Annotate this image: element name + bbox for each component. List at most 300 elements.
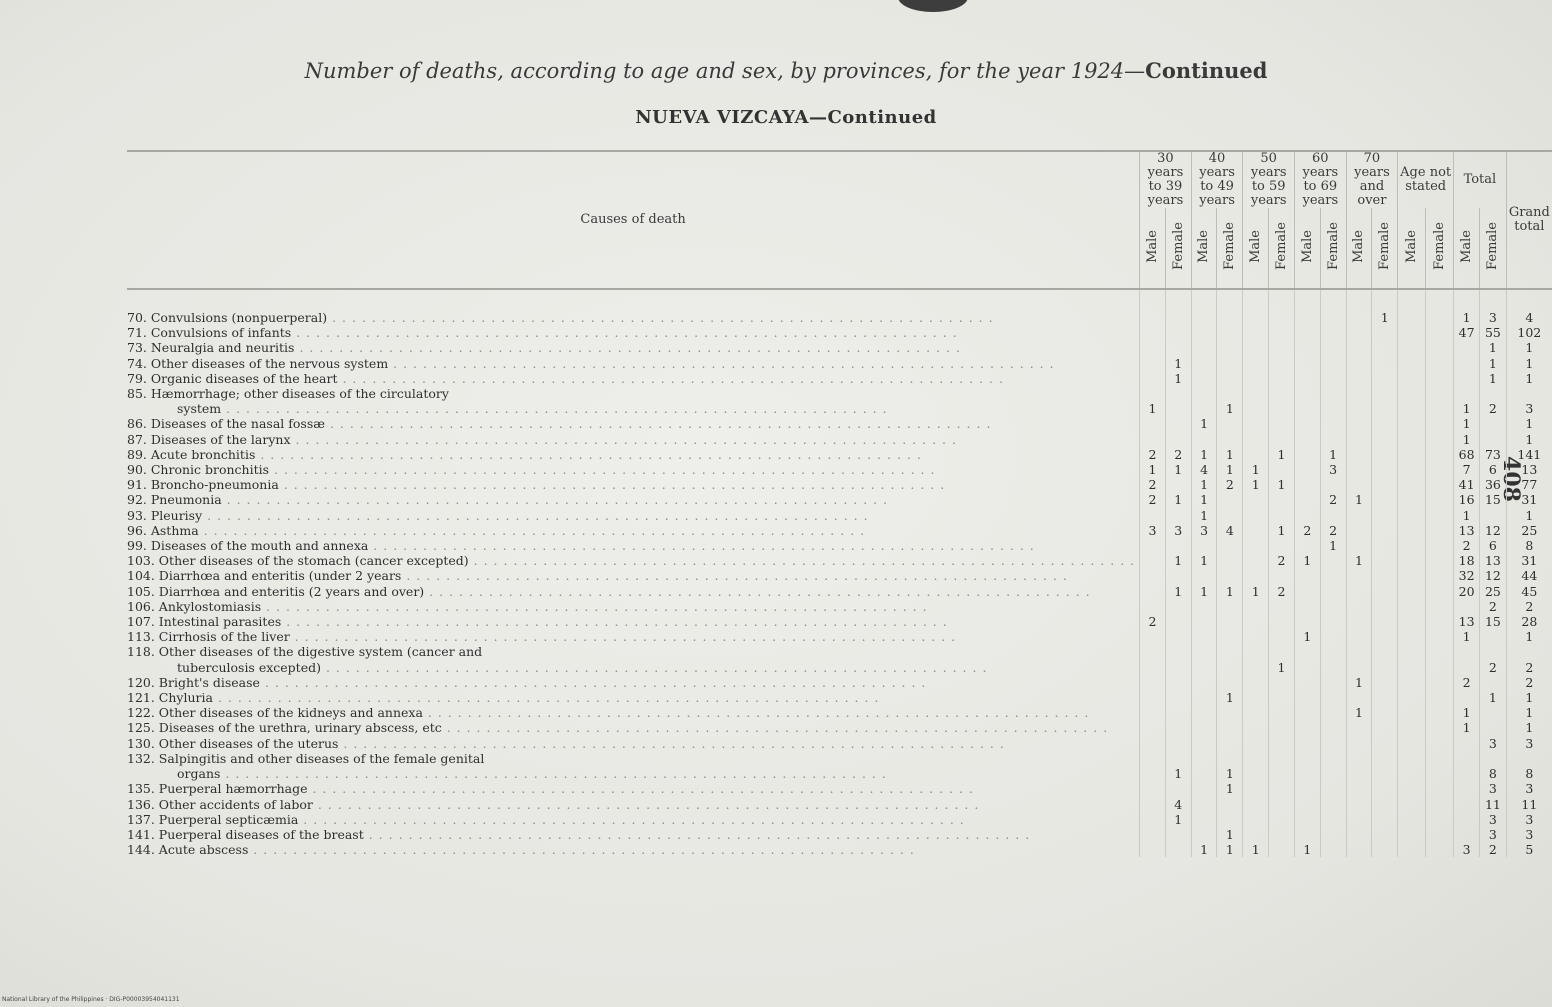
grand-total-cell: 31 [1506,553,1552,568]
page-title: Number of deaths, according to age and sex, by provinces, for the year 1924—Continued [304,58,1268,83]
value-cell [1425,827,1453,842]
value-cell: 1 [1217,827,1243,842]
value-cell: 1 [1454,720,1480,735]
cause-label: 105. Diarrhœa and enteritis (2 years and over) . . . [127,584,1135,599]
table-row [127,289,1552,325]
grand-total-cell: 1 [1506,705,1552,720]
value-cell [1243,325,1269,340]
value-cell: 20 [1454,584,1480,599]
value-cell [1480,705,1507,720]
value-cell [1425,325,1453,340]
value-cell: 1 [1480,340,1507,355]
value-cell [1165,538,1191,553]
cause-label: 93. Pleurisy . . . [127,508,1135,523]
value-cell: 1 [1243,584,1269,599]
value-cell [1140,508,1166,523]
value-cell [1398,508,1426,523]
value-cell [1268,736,1294,751]
cause-cell [127,386,1140,416]
table-row [127,447,1552,462]
value-cell [1243,553,1269,568]
value-cell [1268,797,1294,812]
value-cell: 1 [1243,462,1269,477]
value-cell [1346,432,1372,447]
value-cell [1320,432,1346,447]
value-cell [1425,736,1453,751]
value-cell: 8 [1480,751,1507,781]
value-cell [1398,751,1426,781]
table-row [127,736,1552,751]
value-cell [1268,508,1294,523]
value-cell: 3 [1165,523,1191,538]
value-cell [1398,477,1426,492]
value-cell: 3 [1191,523,1217,538]
value-cell [1217,568,1243,583]
sex-header-cell [1372,208,1398,289]
value-cell [1140,553,1166,568]
value-cell [1398,553,1426,568]
cause-label-continued: system . . . [127,401,1135,416]
value-cell [1425,371,1453,386]
sex-header-cell [1320,208,1346,289]
value-cell [1372,842,1398,857]
value-cell [1191,356,1217,371]
value-cell [1398,690,1426,705]
value-cell: 2 [1295,523,1321,538]
value-cell: 1 [1243,842,1269,857]
value-cell [1425,477,1453,492]
value-cell: 3 [1320,462,1346,477]
grand-total-cell: 102 [1506,325,1552,340]
cause-label: 137. Puerperal septicæmia . . . [127,812,1135,827]
value-cell [1425,614,1453,629]
value-cell: 15 [1480,492,1507,507]
value-cell [1165,675,1191,690]
value-cell: 1 [1268,447,1294,462]
grand-total-cell: 3 [1506,736,1552,751]
value-cell [1425,812,1453,827]
value-cell: 3 [1140,523,1166,538]
value-cell [1320,705,1346,720]
value-cell [1295,356,1321,371]
value-cell: 1 [1268,523,1294,538]
value-cell [1268,720,1294,735]
value-cell [1320,675,1346,690]
female-header: Female [1222,222,1238,271]
value-cell [1425,356,1453,371]
value-cell [1217,812,1243,827]
value-cell [1217,644,1243,674]
value-cell [1372,705,1398,720]
value-cell: 2 [1454,675,1480,690]
value-cell [1295,386,1321,416]
table-row [127,538,1552,553]
value-cell: 4 [1165,797,1191,812]
value-cell [1268,614,1294,629]
female-header: Female [1431,222,1447,271]
value-cell [1217,325,1243,340]
value-cell [1425,462,1453,477]
value-cell [1398,629,1426,644]
value-cell: 1 [1454,432,1480,447]
sex-header-cell [1191,208,1217,289]
value-cell [1268,325,1294,340]
value-cell: 1 [1454,386,1480,416]
value-cell [1165,477,1191,492]
value-cell [1398,432,1426,447]
table-row [127,629,1552,644]
value-cell [1320,477,1346,492]
value-cell [1243,289,1269,325]
sex-header-cell [1268,208,1294,289]
value-cell [1295,812,1321,827]
value-cell [1191,812,1217,827]
cause-label: 104. Diarrhœa and enteritis (under 2 years . . . [127,568,1135,583]
value-cell [1243,614,1269,629]
value-cell [1165,705,1191,720]
value-cell: 1 [1191,584,1217,599]
table-row [127,325,1552,340]
value-cell [1346,416,1372,431]
value-cell [1191,614,1217,629]
value-cell [1398,289,1426,325]
value-cell [1346,325,1372,340]
value-cell [1295,675,1321,690]
value-cell [1320,812,1346,827]
value-cell: 1 [1165,812,1191,827]
value-cell: 1 [1454,416,1480,431]
cause-label: 74. Other diseases of the nervous system . . . [127,356,1135,371]
value-cell [1140,432,1166,447]
value-cell: 1 [1165,462,1191,477]
table-row [127,462,1552,477]
value-cell [1217,508,1243,523]
value-cell [1320,599,1346,614]
value-cell [1425,432,1453,447]
value-cell [1372,477,1398,492]
value-cell: 68 [1454,447,1480,462]
value-cell [1140,644,1166,674]
value-cell: 2 [1140,477,1166,492]
value-cell: 1 [1454,289,1480,325]
value-cell: 1 [1191,553,1217,568]
value-cell [1243,690,1269,705]
cause-label: 103. Other diseases of the stomach (cancer excepted) . . . [127,553,1135,568]
value-cell [1191,720,1217,735]
value-cell [1346,736,1372,751]
value-cell [1217,599,1243,614]
grand-total-cell: 1 [1506,340,1552,355]
value-cell [1191,538,1217,553]
cause-label: 90. Chronic bronchitis . . . [127,462,1135,477]
value-cell: 1 [1480,371,1507,386]
value-cell [1165,644,1191,674]
value-cell [1372,812,1398,827]
sex-header-cell [1480,208,1507,289]
value-cell [1346,386,1372,416]
value-cell [1217,492,1243,507]
value-cell [1268,416,1294,431]
value-cell [1140,675,1166,690]
value-cell: 3 [1454,842,1480,857]
value-cell: 2 [1165,447,1191,462]
grand-total-cell: 1 [1506,416,1552,431]
cause-label: 71. Convulsions of infants . . . [127,325,1135,340]
value-cell [1425,553,1453,568]
value-cell [1372,553,1398,568]
value-cell [1295,538,1321,553]
age-group-header: Total [1454,151,1507,208]
value-cell [1346,462,1372,477]
value-cell [1398,644,1426,674]
value-cell [1398,492,1426,507]
value-cell [1398,584,1426,599]
value-cell [1346,690,1372,705]
cause-cell [127,553,1140,568]
cause-label: 120. Bright's disease . . . [127,675,1135,690]
value-cell [1165,781,1191,796]
value-cell [1398,356,1426,371]
value-cell: 2 [1320,492,1346,507]
value-cell [1346,812,1372,827]
value-cell [1346,614,1372,629]
value-cell [1320,720,1346,735]
value-cell [1346,508,1372,523]
value-cell [1295,340,1321,355]
value-cell [1346,842,1372,857]
value-cell [1320,842,1346,857]
value-cell [1243,523,1269,538]
grand-total-cell: 31 [1506,492,1552,507]
cause-label: 79. Organic diseases of the heart . . . [127,371,1135,386]
value-cell [1243,797,1269,812]
value-cell: 2 [1320,523,1346,538]
value-cell [1268,340,1294,355]
value-cell [1425,340,1453,355]
male-header: Male [1299,229,1315,263]
value-cell [1346,356,1372,371]
cause-label-continued: organs . . . [127,766,1135,781]
value-cell [1165,629,1191,644]
value-cell: 4 [1191,462,1217,477]
value-cell [1346,584,1372,599]
cause-label: 144. Acute abscess . . . [127,842,1135,857]
value-cell [1217,371,1243,386]
value-cell [1454,797,1480,812]
value-cell [1398,599,1426,614]
grand-total-cell: 3 [1506,386,1552,416]
value-cell [1425,289,1453,325]
value-cell [1243,751,1269,781]
cause-cell [127,584,1140,599]
value-cell [1425,644,1453,674]
value-cell [1398,447,1426,462]
value-cell [1398,340,1426,355]
cause-cell [127,812,1140,827]
value-cell [1165,386,1191,416]
grand-total-cell: 141 [1506,447,1552,462]
value-cell: 1 [1346,492,1372,507]
value-cell: 41 [1454,477,1480,492]
library-stamp: National Library of the Philippines · DIG-P00003954041131 [2,996,180,1003]
value-cell [1165,325,1191,340]
value-cell [1295,599,1321,614]
value-cell [1480,432,1507,447]
value-cell [1398,416,1426,431]
value-cell: 1 [1320,447,1346,462]
value-cell [1191,751,1217,781]
value-cell: 7 [1454,462,1480,477]
value-cell [1191,289,1217,325]
value-cell [1243,568,1269,583]
cause-cell [127,751,1140,781]
value-cell [1295,508,1321,523]
value-cell [1268,462,1294,477]
value-cell [1346,447,1372,462]
value-cell [1191,690,1217,705]
value-cell [1320,827,1346,842]
female-header: Female [1170,222,1186,271]
value-cell: 16 [1454,492,1480,507]
value-cell [1454,644,1480,674]
value-cell: 1 [1217,584,1243,599]
table-row [127,356,1552,371]
cause-cell [127,614,1140,629]
cause-cell [127,416,1140,431]
value-cell [1165,508,1191,523]
value-cell [1320,356,1346,371]
grand-total-cell: 8 [1506,751,1552,781]
table-row [127,675,1552,690]
value-cell [1425,720,1453,735]
value-cell [1454,781,1480,796]
value-cell: 1 [1480,690,1507,705]
age-group-header: 60 years to 69 years [1295,151,1347,208]
value-cell [1346,289,1372,325]
causes-header: Causes of death [127,151,1140,289]
female-header: Female [1273,222,1289,271]
value-cell [1165,340,1191,355]
value-cell [1243,629,1269,644]
value-cell [1346,599,1372,614]
cause-cell [127,371,1140,386]
age-group-header: 70 years and over [1346,151,1398,208]
value-cell [1268,599,1294,614]
value-cell [1425,675,1453,690]
table-row [127,797,1552,812]
table-row [127,568,1552,583]
grand-total-cell: 11 [1506,797,1552,812]
value-cell [1425,599,1453,614]
value-cell [1480,629,1507,644]
value-cell [1140,720,1166,735]
value-cell [1140,736,1166,751]
value-cell [1268,289,1294,325]
value-cell: 1 [1268,477,1294,492]
female-header: Female [1485,222,1501,271]
value-cell [1268,432,1294,447]
value-cell: 1 [1165,492,1191,507]
cause-cell [127,447,1140,462]
value-cell [1191,827,1217,842]
table-row [127,508,1552,523]
value-cell [1295,797,1321,812]
value-cell [1140,690,1166,705]
value-cell [1191,599,1217,614]
male-header: Male [1351,229,1367,263]
value-cell [1425,705,1453,720]
value-cell [1243,416,1269,431]
cause-cell [127,325,1140,340]
value-cell [1243,340,1269,355]
value-cell [1295,720,1321,735]
value-cell: 1 [1346,705,1372,720]
value-cell [1346,568,1372,583]
value-cell [1217,432,1243,447]
cause-label: 106. Ankylostomiasis . . . [127,599,1135,614]
value-cell [1295,568,1321,583]
age-group-header: 50 years to 59 years [1243,151,1295,208]
cause-cell [127,781,1140,796]
value-cell [1217,675,1243,690]
table-row [127,599,1552,614]
cause-label: 87. Diseases of the larynx . . . [127,432,1135,447]
value-cell [1320,781,1346,796]
cause-label: 99. Diseases of the mouth and annexa . . . [127,538,1135,553]
value-cell: 1 [1295,842,1321,857]
value-cell [1243,356,1269,371]
table-row [127,720,1552,735]
value-cell: 15 [1480,614,1507,629]
value-cell: 1 [1165,751,1191,781]
value-cell [1454,599,1480,614]
value-cell: 1 [1346,553,1372,568]
cause-label: 73. Neuralgia and neuritis . . . [127,340,1135,355]
value-cell: 2 [1268,553,1294,568]
value-cell [1454,827,1480,842]
table-row [127,477,1552,492]
value-cell [1165,599,1191,614]
value-cell: 3 [1480,827,1507,842]
value-cell: 6 [1480,462,1507,477]
value-cell: 2 [1454,538,1480,553]
value-cell [1372,690,1398,705]
cause-label: 113. Cirrhosis of the liver . . . [127,629,1135,644]
value-cell [1346,340,1372,355]
value-cell [1425,523,1453,538]
value-cell [1398,781,1426,796]
value-cell: 1 [1295,553,1321,568]
cause-cell [127,842,1140,857]
value-cell [1398,523,1426,538]
table-row [127,492,1552,507]
value-cell: 55 [1480,325,1507,340]
table-row [127,644,1552,674]
male-header: Male [1144,229,1160,263]
grand-total-cell: 1 [1506,690,1552,705]
value-cell [1243,720,1269,735]
value-cell: 3 [1480,781,1507,796]
value-cell [1320,736,1346,751]
value-cell [1140,599,1166,614]
male-header: Male [1458,229,1474,263]
sex-header-cell [1140,208,1166,289]
value-cell: 1 [1243,477,1269,492]
grand-total-header: Grand total [1506,151,1552,289]
value-cell [1295,289,1321,325]
value-cell [1191,568,1217,583]
value-cell [1346,781,1372,796]
